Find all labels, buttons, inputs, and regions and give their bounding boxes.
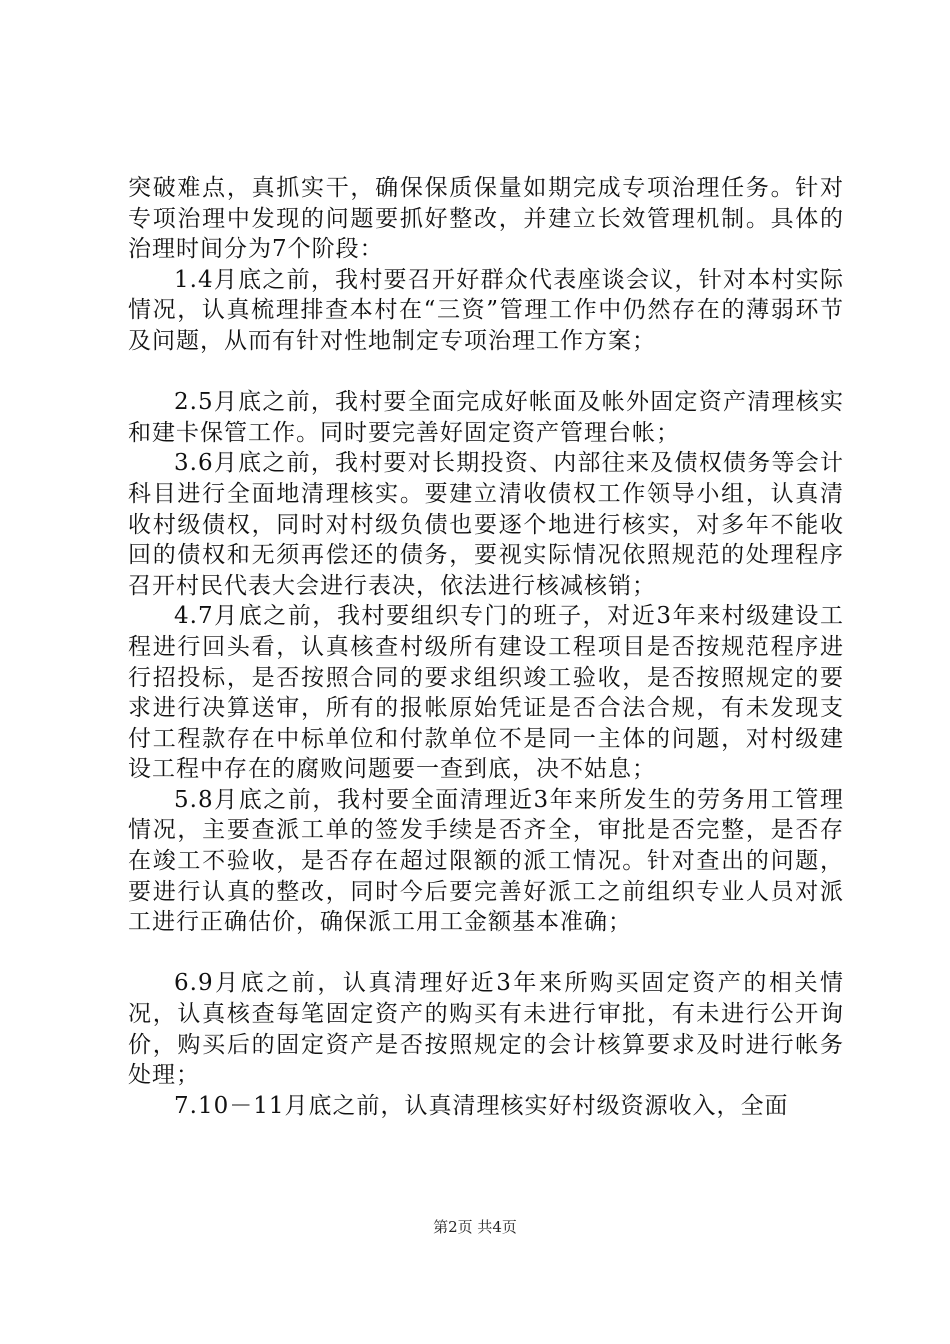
document-body	[128, 173, 844, 1121]
paragraph-stage-3: 3.6月底之前，我村要对长期投资、内部往来及债权债务等会计科目进行全面地清理核实。要建立清收债权工作领导小组，认真清收村级债权，同时对村级负债也要逐个地进行核实，对多年不能收回的债权和无须再偿还的债务，要视实际情况依照规范的处理程序召开村民代表大会进行表决，依法进行核减核销；	[128, 450, 844, 599]
paragraph-intro: 突破难点，真抓实干，确保保质保量如期完成专项治理任务。针对专项治理中发现的问题要抓好整改，并建立长效管理机制。具体的治理时间分为7个阶段：	[128, 175, 844, 263]
paragraph-stage-6: 6.9月底之前，认真清理好近3年来所购买固定资产的相关情况，认真核查每笔固定资产的购买有未进行审批，有未进行公开询价，购买后的固定资产是否按照规定的会计核算要求及时进行帐务处理；	[128, 970, 844, 1089]
paragraph-stage-5: 5.8月底之前，我村要全面清理近3年来所发生的劳务用工管理情况，主要查派工单的签发手续是否齐全，审批是否完整，是否存在竣工不验收，是否存在超过限额的派工情况。针对查出的问题，要进行认真的整改，同时今后要完善好派工之前组织专业人员对派工进行正确估价，确保派工用工金额基本准确；	[128, 786, 844, 936]
page-footer	[0, 1216, 950, 1237]
paragraph-stage-1: 1.4月底之前，我村要召开好群众代表座谈会议，针对本村实际情况，认真梳理排查本村在“三资”管理工作中仍然存在的薄弱环节及问题，从而有针对性地制定专项治理工作方案；	[128, 266, 844, 354]
paragraph-stage-7: 7.10－11月底之前，认真清理核实好村级资源收入，全面	[174, 1092, 789, 1119]
paragraph-stage-4: 4.7月底之前，我村要组织专门的班子，对近3年来村级建设工程进行回头看，认真核查村级所有建设工程项目是否按规范程序进行招投标，是否按照合同的要求组织竣工验收，是否按照规定的要求进行决算送审，所有的报帐原始凭证是否合法合规，有未发现支付工程款存在中标单位和付款单位不是同一主体的问题，对村级建设工程中存在的腐败问题要一查到底，决不姑息；	[128, 603, 844, 783]
page-number: 第2页 共4页	[433, 1218, 517, 1236]
paragraph-stage-2: 2.5月底之前，我村要全面完成好帐面及帐外固定资产清理核实和建卡保管工作。同时要完善好固定资产管理台帐；	[128, 389, 844, 446]
